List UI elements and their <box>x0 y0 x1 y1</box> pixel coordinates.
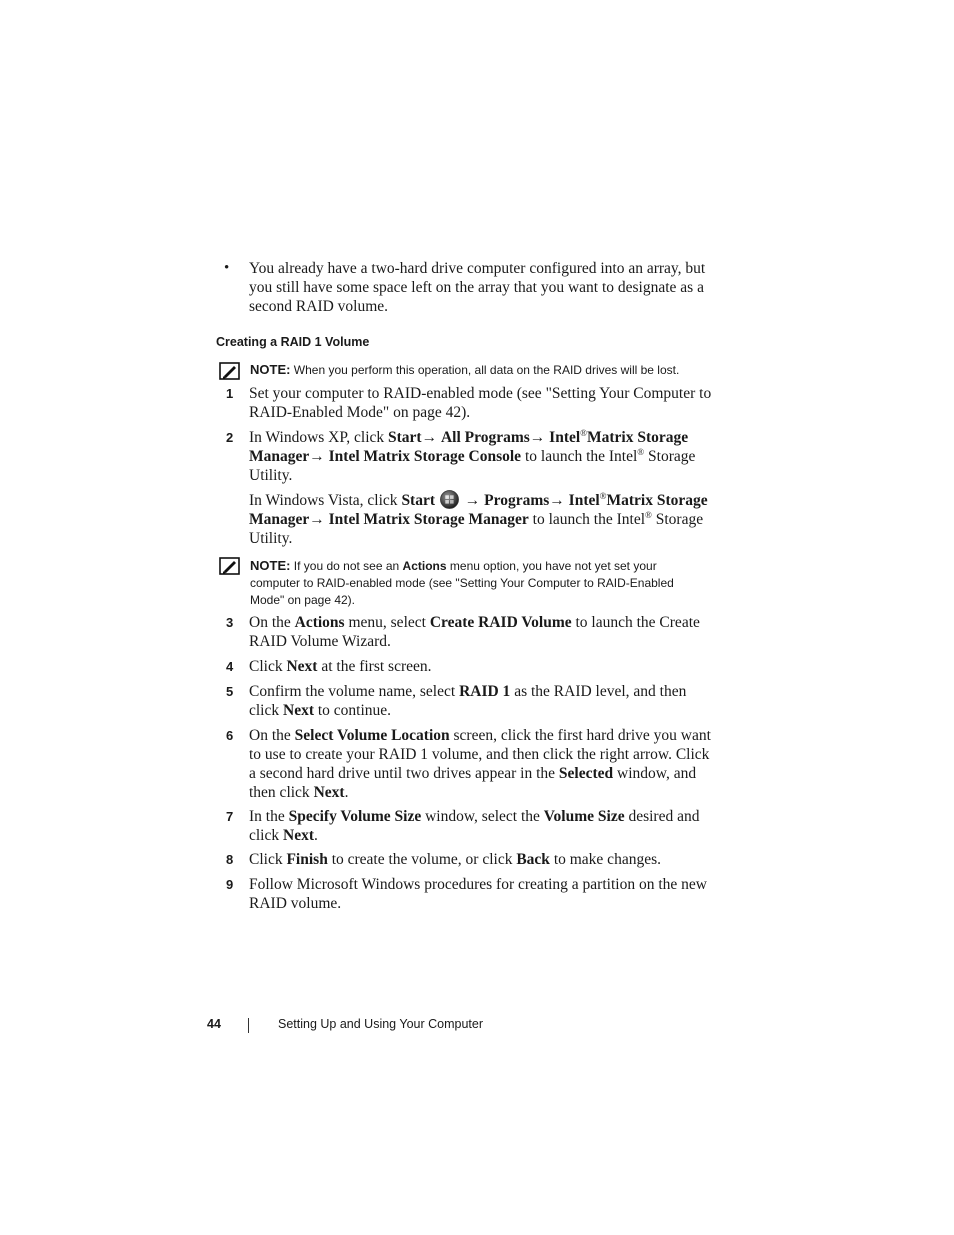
note-1-text: When you perform this operation, all data on the RAID drives will be lost. <box>293 363 680 377</box>
step-8-number: 8 <box>226 852 234 867</box>
step-3-text-c: to launch the Create <box>571 614 700 631</box>
step-6-svl: Select Volume Location <box>294 727 450 744</box>
step-4-text <box>249 657 719 676</box>
step-8-back: Back <box>516 851 550 868</box>
note-2-text-b: menu option, you have not yet set your <box>446 559 657 573</box>
step-2-text-b: to launch the Intel <box>521 448 638 465</box>
registered-mark: ® <box>637 446 645 457</box>
step-9-line-1: Follow Microsoft Windows procedures for creating a partition on the new <box>249 876 707 893</box>
step-2-manager: Manager <box>249 448 310 465</box>
step-6-selected: Selected <box>558 765 614 782</box>
step-6-next: Next <box>313 784 345 801</box>
note-2-actions: Actions <box>402 559 447 573</box>
step-7-text-e: . <box>314 827 318 844</box>
step-2b-programs: Programs <box>484 492 550 509</box>
step-2b-start: Start <box>401 492 436 509</box>
step-1-line-2: RAID-Enabled Mode" on page 42). <box>249 404 471 421</box>
arrow-icon: → <box>309 448 325 465</box>
bullet-paragraph <box>249 259 719 316</box>
note-1 <box>250 361 720 379</box>
step-5-text-b: as the RAID level, and then <box>510 683 687 700</box>
step-7-text-d: click <box>249 827 283 844</box>
step-6-text-f: . <box>344 784 349 801</box>
note-1-label: NOTE: <box>250 362 291 377</box>
footer-separator <box>248 1018 249 1033</box>
step-6-text-d: window, and <box>613 765 697 782</box>
note-2-label: NOTE: <box>250 558 291 573</box>
step-7-next: Next <box>283 827 314 844</box>
step-2b-text-a: In Windows Vista, click <box>249 492 402 509</box>
step-2-intel: Intel <box>549 429 581 446</box>
step-3-create: Create RAID Volume <box>429 614 572 631</box>
step-4-text-a: Click <box>249 658 287 675</box>
step-6-text-a: On the <box>249 727 295 744</box>
note-2-line-2: computer to RAID-enabled mode (see "Setting Your Computer to RAID-Enabled <box>250 576 674 590</box>
arrow-icon: → <box>464 492 481 509</box>
step-2-text-a: In Windows XP, click <box>249 429 389 446</box>
step-6-text-e: then click <box>249 784 314 801</box>
page-number: 44 <box>207 1017 221 1031</box>
note-2-line-3: Mode" on page 42). <box>250 593 355 607</box>
step-6-number: 6 <box>226 728 234 743</box>
step-2-console: Intel Matrix Storage Console <box>328 448 522 465</box>
step-3-text-a: On the <box>249 614 295 631</box>
step-2-storage: Storage <box>644 448 696 465</box>
registered-mark: ® <box>599 490 607 501</box>
step-6-text-b: screen, click the first hard drive you want <box>449 727 711 744</box>
step-3-text <box>249 613 719 651</box>
step-1-line-1: Set your computer to RAID-enabled mode (see "Setting Your Computer to <box>249 385 712 402</box>
step-5-text-d: to continue. <box>314 702 392 719</box>
step-3-actions: Actions <box>294 614 345 631</box>
step-9-text <box>249 875 719 913</box>
bullet-line-2: you still have some space left on the array that you want to designate as a <box>249 279 704 296</box>
step-3-line-2: RAID Volume Wizard. <box>249 633 391 650</box>
step-4-number: 4 <box>226 659 234 674</box>
bullet-line-1: You already have a two-hard drive computer configured into an array, but <box>249 260 706 277</box>
chapter-title: Setting Up and Using Your Computer <box>278 1017 483 1031</box>
step-7-text-c: desired and <box>624 808 700 825</box>
step-7-svs: Specify Volume Size <box>288 808 422 825</box>
step-6-text-c: a second hard drive until two drives appear in the <box>249 765 559 782</box>
bullet-marker: • <box>224 260 230 276</box>
step-2b-text-b: to launch the Intel <box>528 511 646 528</box>
arrow-icon: → <box>529 429 546 446</box>
step-2b-intel: Intel <box>568 492 600 509</box>
step-8-text-a: Click <box>249 851 287 868</box>
bullet-line-3: second RAID volume. <box>249 298 389 315</box>
step-2-vista-text <box>249 490 719 548</box>
step-2b-ism: Intel Matrix Storage Manager <box>328 511 529 528</box>
step-7-number: 7 <box>226 809 234 824</box>
step-2-text <box>249 428 719 485</box>
step-6-line-2: to use to create your RAID 1 volume, and then click the right arrow. Click <box>249 746 710 763</box>
step-8-text-c: to make changes. <box>549 851 661 868</box>
step-2b-manager: Manager <box>249 511 310 528</box>
step-5-number: 5 <box>226 684 234 699</box>
step-5-text <box>249 682 719 720</box>
step-9-number: 9 <box>226 877 234 892</box>
step-2b-utility: Utility. <box>249 530 293 547</box>
step-8-text-b: to create the volume, or click <box>327 851 517 868</box>
step-4-next: Next <box>286 658 318 675</box>
arrow-icon: → <box>549 492 565 509</box>
registered-mark: ® <box>580 427 588 438</box>
step-7-text <box>249 807 719 845</box>
step-2-matrix-storage: Matrix Storage <box>587 429 689 446</box>
step-2-start: Start <box>388 429 422 446</box>
step-1-text <box>249 384 719 422</box>
step-7-vs: Volume Size <box>543 808 625 825</box>
step-5-text-c: click <box>249 702 283 719</box>
step-2-all-programs: All Programs <box>440 429 530 446</box>
step-8-text <box>249 850 719 869</box>
step-2b-storage: Storage <box>651 511 704 528</box>
step-2-number: 2 <box>226 430 234 445</box>
step-3-number: 3 <box>226 615 234 630</box>
arrow-icon: → <box>309 511 325 528</box>
pencil-note-icon <box>219 362 240 380</box>
pencil-note-icon <box>219 557 240 575</box>
note-2 <box>250 557 720 609</box>
step-4-text-b: at the first screen. <box>317 658 432 675</box>
step-5-next: Next <box>283 702 314 719</box>
step-2-utility: Utility. <box>249 467 293 484</box>
step-7-text-a: In the <box>249 808 289 825</box>
step-6-text <box>249 726 719 802</box>
arrow-icon: → <box>421 429 438 446</box>
step-5-text-a: Confirm the volume name, select <box>249 683 460 700</box>
step-8-finish: Finish <box>286 851 328 868</box>
step-3-text-b: menu, select <box>344 614 430 631</box>
note-2-text-a: If you do not see an <box>293 559 403 573</box>
step-7-text-b: window, select the <box>421 808 544 825</box>
registered-mark: ® <box>645 509 652 520</box>
step-1-number: 1 <box>226 386 234 401</box>
section-heading: Creating a RAID 1 Volume <box>216 335 370 349</box>
step-9-line-2: RAID volume. <box>249 895 342 912</box>
step-5-raid1: RAID 1 <box>459 683 511 700</box>
windows-start-orb-icon <box>440 490 459 509</box>
step-2b-matrix-storage: Matrix Storage <box>606 492 708 509</box>
